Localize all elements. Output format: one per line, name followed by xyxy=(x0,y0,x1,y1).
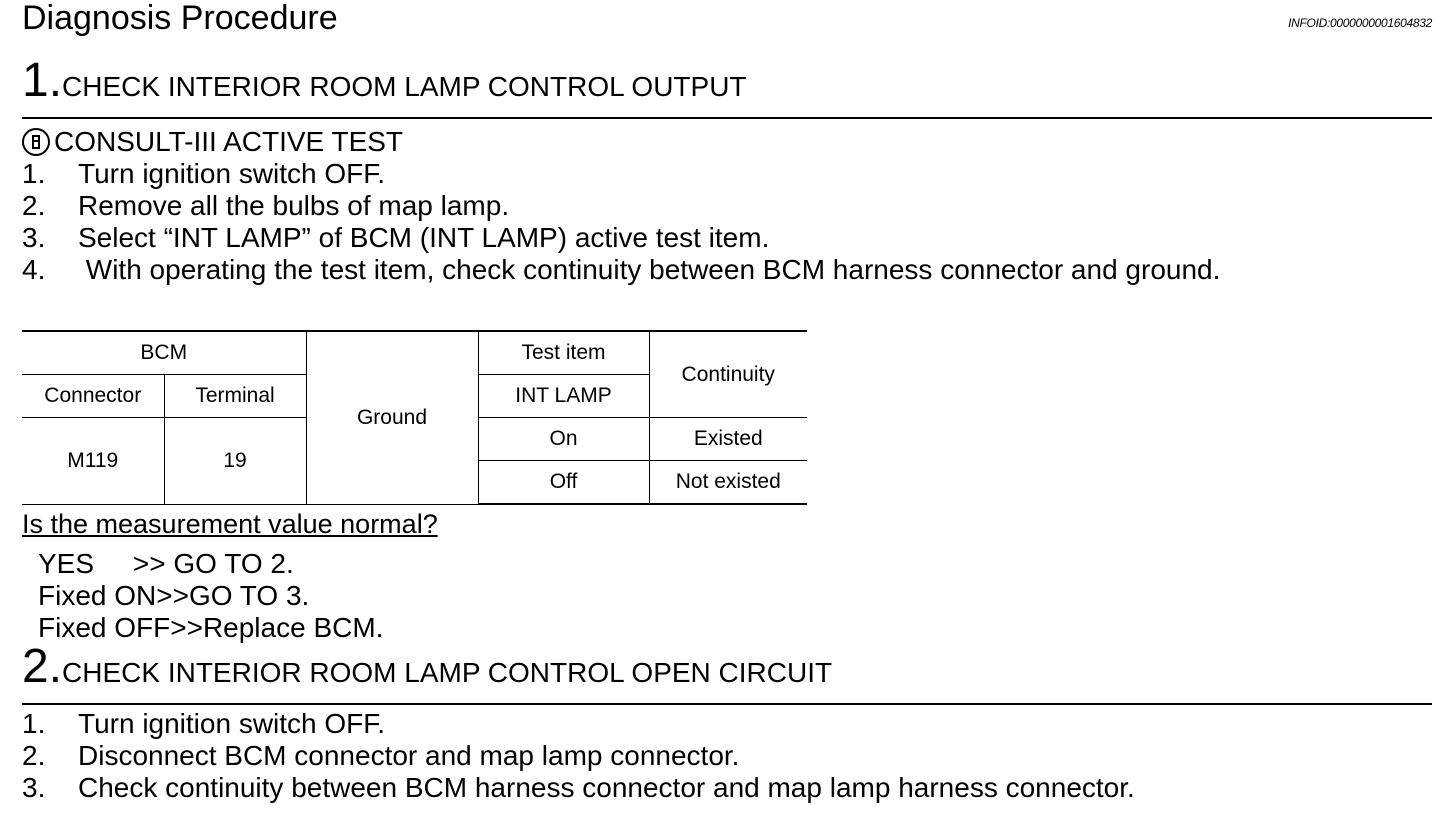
table-header-ground: Ground xyxy=(306,331,478,504)
step-2-title: CHECK INTERIOR ROOM LAMP CONTROL OPEN CIRCUIT xyxy=(62,657,833,688)
table-header-test-item: Test item xyxy=(478,331,649,375)
measurement-question: Is the measurement value normal? xyxy=(22,509,438,539)
step-2-divider xyxy=(22,703,1432,705)
step-2-number: 2. xyxy=(22,640,63,693)
table-cell-connector: M119 xyxy=(22,418,164,505)
table-header-bcm: BCM xyxy=(22,331,306,375)
table-header-int-lamp: INT LAMP xyxy=(478,375,649,418)
table-cell-continuity: Not existed xyxy=(649,461,807,505)
info-id: INFOID:0000000001604832 xyxy=(1288,16,1432,30)
answer-yes: YES >> GO TO 2. xyxy=(38,548,294,579)
table-cell-test: Off xyxy=(478,461,649,505)
list-item: 3. Select “INT LAMP” of BCM (INT LAMP) active test item. xyxy=(22,222,770,253)
continuity-spec-table xyxy=(22,330,807,505)
step-1-divider xyxy=(22,117,1432,119)
step-1-title: CHECK INTERIOR ROOM LAMP CONTROL OUTPUT xyxy=(62,71,747,102)
step-1-instructions xyxy=(22,158,1220,286)
list-item: 4. With operating the test item, check continuity between BCM harness connector and ground. xyxy=(22,254,1221,285)
page-title: Diagnosis Procedure xyxy=(22,0,338,37)
step-2-instructions xyxy=(22,708,1135,804)
consult-label-row xyxy=(22,126,403,158)
step-1-heading xyxy=(22,56,747,112)
answer-list xyxy=(38,548,383,644)
step-1-number: 1. xyxy=(22,54,63,107)
list-item: 1. Turn ignition switch OFF. xyxy=(22,158,386,189)
list-item: 2. Remove all the bulbs of map lamp. xyxy=(22,190,510,221)
consult-label: CONSULT-III ACTIVE TEST xyxy=(54,126,404,157)
table-cell-test: On xyxy=(478,418,649,461)
step-2-heading xyxy=(22,642,832,698)
answer-fixed-on: Fixed ON>>GO TO 3. xyxy=(38,580,310,611)
list-item: 3. Check continuity between BCM harness connector and map lamp harness connector. xyxy=(22,772,1135,803)
table-header-connector: Connector xyxy=(22,375,164,418)
table-header-continuity: Continuity xyxy=(649,331,807,418)
consult-tool-icon xyxy=(22,128,50,156)
table-cell-continuity: Existed xyxy=(649,418,807,461)
list-item: 1. Turn ignition switch OFF. xyxy=(22,708,386,739)
answer-fixed-off: Fixed OFF>>Replace BCM. xyxy=(38,612,384,643)
table-header-terminal: Terminal xyxy=(164,375,306,418)
list-item: 2. Disconnect BCM connector and map lamp connector. xyxy=(22,740,740,771)
table-cell-terminal: 19 xyxy=(164,418,306,505)
